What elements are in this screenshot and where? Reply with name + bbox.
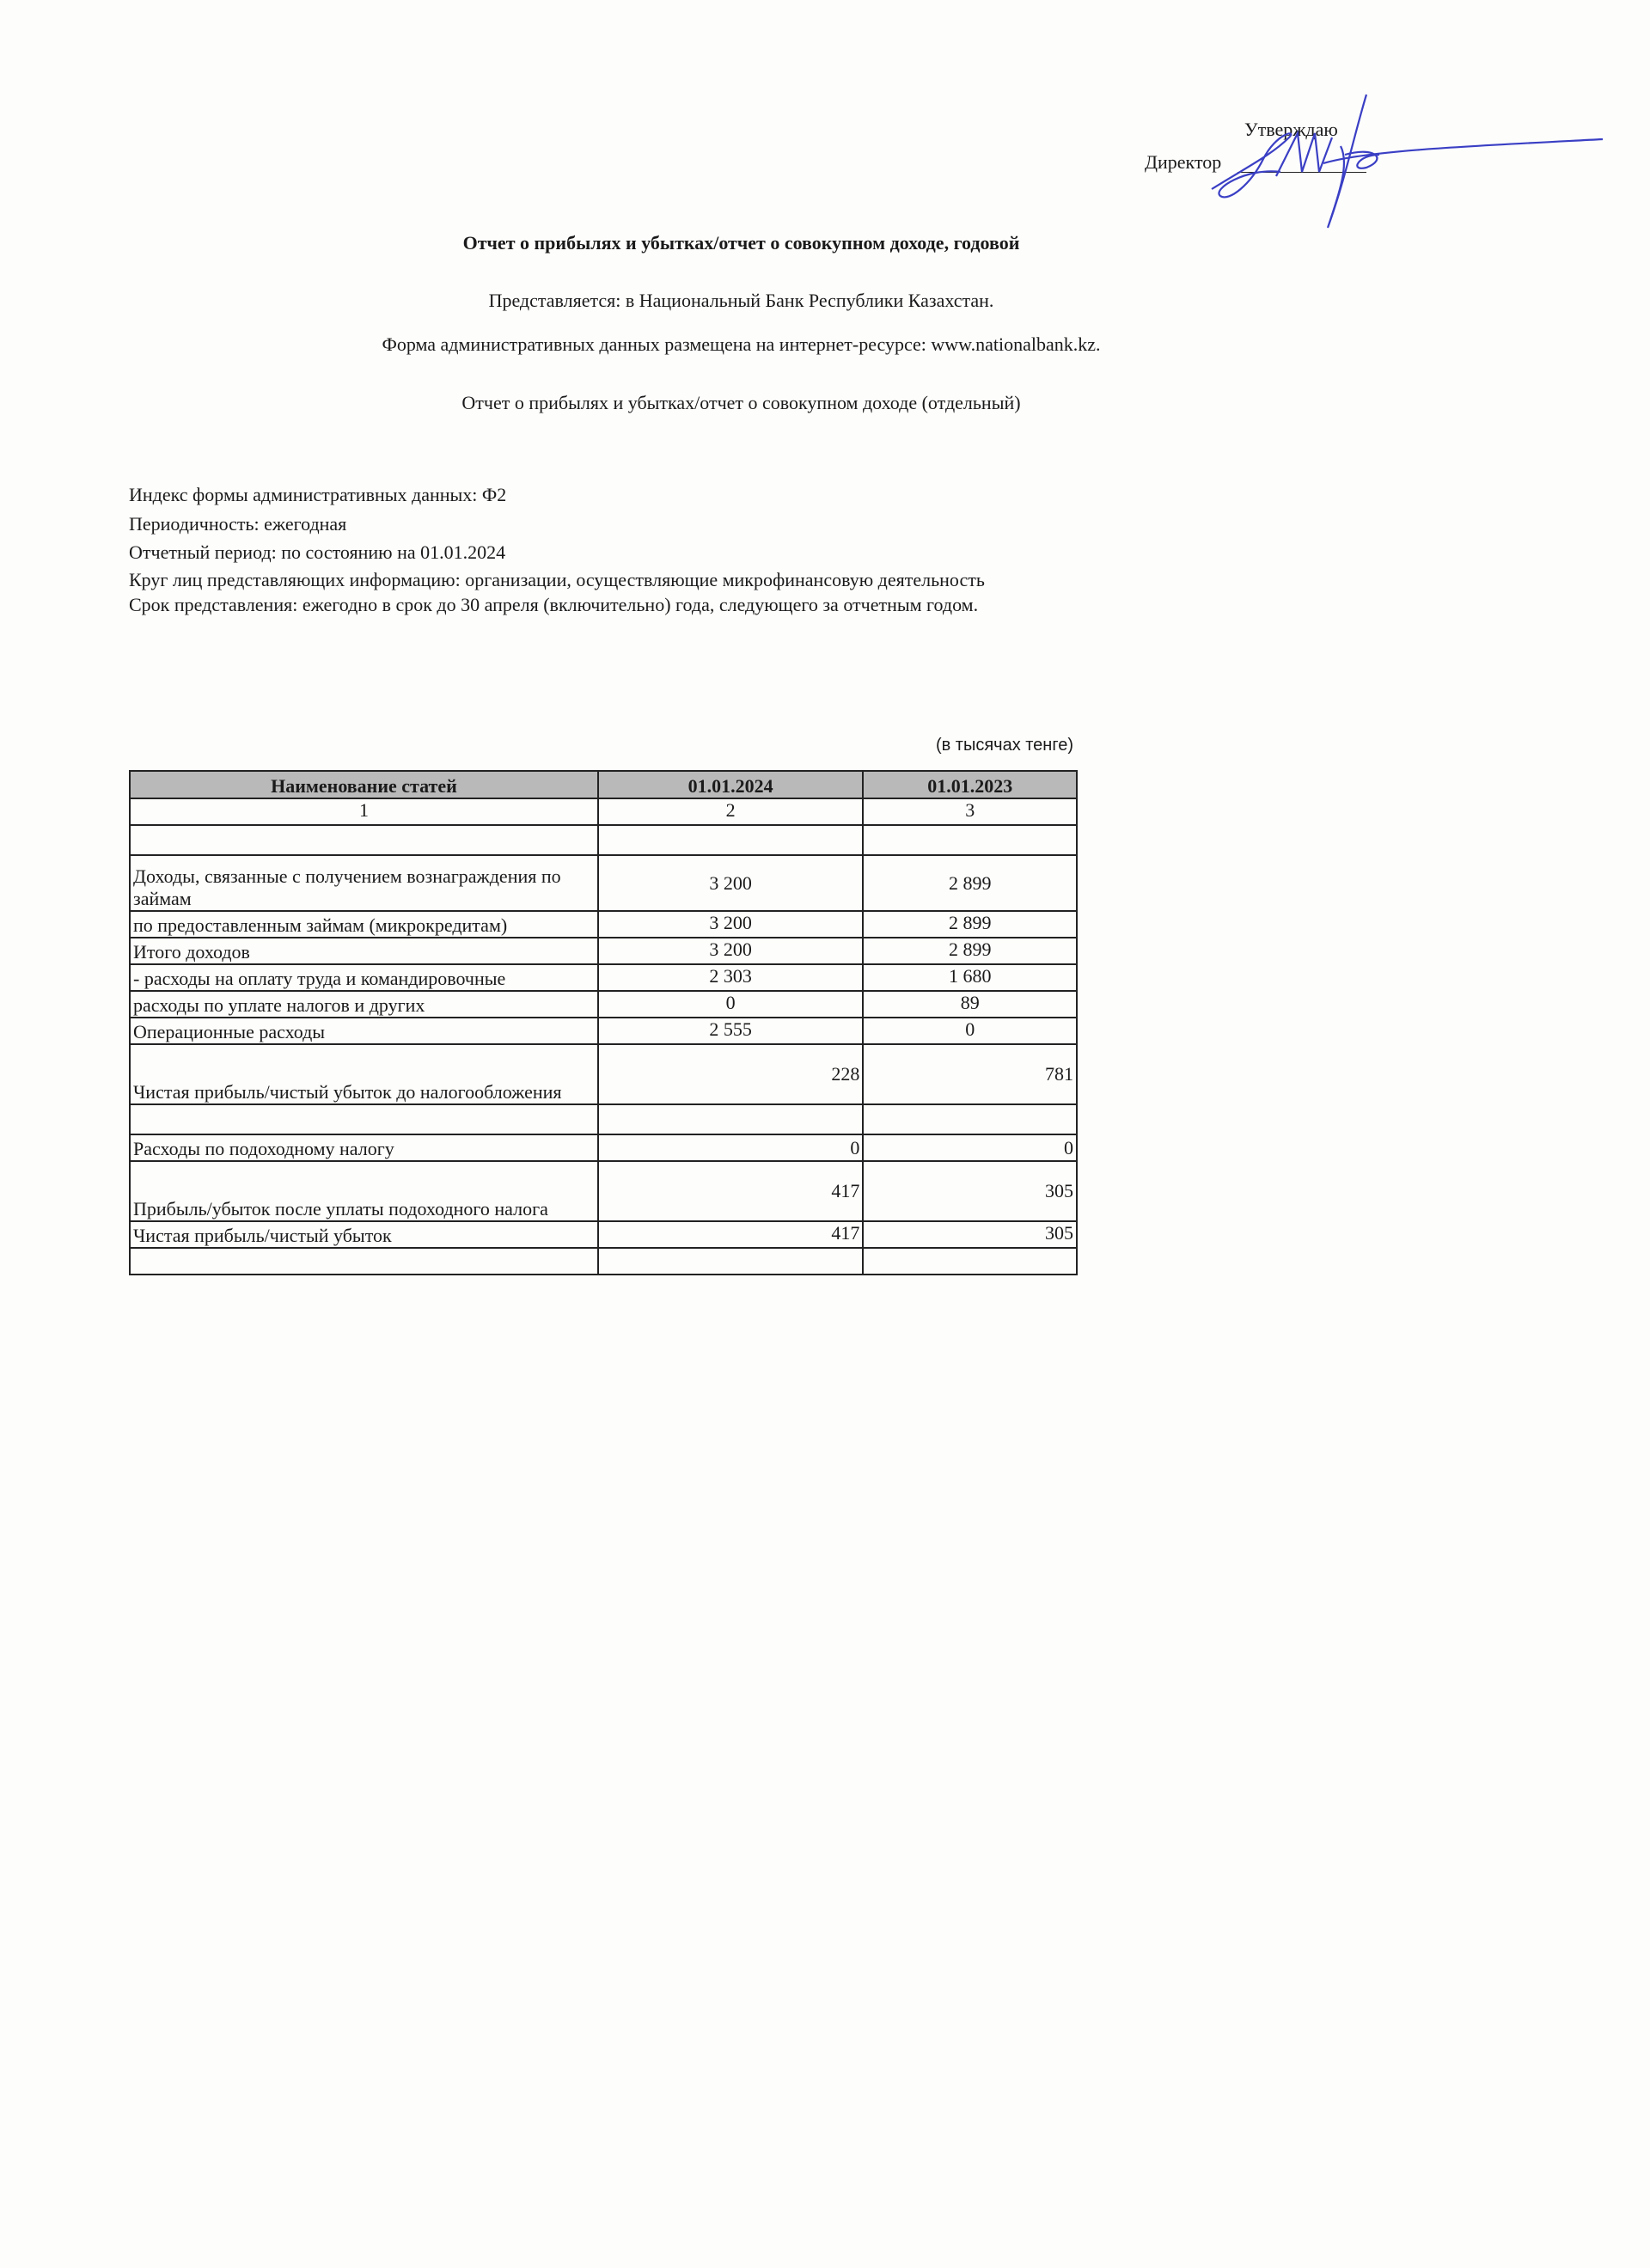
table-row — [130, 964, 1077, 991]
value-2024: 417 — [598, 1221, 863, 1248]
value-2024: 2 303 — [598, 964, 863, 991]
table-row — [130, 1161, 1077, 1221]
value-2024 — [598, 1104, 863, 1134]
row-label: Операционные расходы — [130, 1018, 598, 1044]
report-subtitle: Отчет о прибылях и убытках/отчет о совокупном доходе (отдельный) — [461, 392, 1021, 413]
table-row — [130, 1104, 1077, 1134]
row-label: Чистая прибыль/чистый убыток до налогообложения — [133, 1081, 562, 1103]
income-statement-table — [129, 770, 1078, 1275]
value-2023: 89 — [863, 991, 1077, 1018]
value-2023: 2 899 — [863, 938, 1077, 964]
value-2024: 3 200 — [598, 855, 863, 911]
value-2023: 305 — [863, 1221, 1077, 1248]
value-2023: 2 899 — [863, 855, 1077, 911]
table-header-row — [130, 771, 1077, 798]
director-label: Директор — [1145, 151, 1222, 173]
submitted-to: Представляется: в Национальный Банк Республики Казахстан. — [488, 290, 994, 311]
col-num: 1 — [130, 798, 598, 825]
form-location: Форма административных данных размещена на интернет-ресурсе: www.nationalbank.kz. — [382, 333, 1101, 355]
value-2023: 0 — [863, 1134, 1077, 1161]
row-label: Расходы по подоходному налогу — [130, 1134, 598, 1161]
row-label: расходы по уплате налогов и других — [130, 991, 598, 1018]
table-row — [130, 911, 1077, 938]
table-row — [130, 1018, 1077, 1044]
periodicity: Периодичность: ежегодная — [129, 513, 347, 535]
value-2024: 228 — [598, 1044, 863, 1104]
row-label: - расходы на оплату труда и командировочные — [130, 964, 598, 991]
value-2024: 3 200 — [598, 938, 863, 964]
value-2023: 781 — [863, 1044, 1077, 1104]
submission-deadline: Срок представления: ежегодно в срок до 30 апреля (включительно) года, следующего за отчетным годом. — [129, 594, 979, 615]
form-index: Индекс формы административных данных: Ф2 — [129, 484, 507, 505]
row-label — [130, 1248, 598, 1275]
signature-image — [1195, 86, 1607, 241]
approval-label: Утверждаю — [1244, 119, 1338, 140]
header-2024: 01.01.2024 — [598, 771, 863, 798]
units-note: (в тысячах тенге) — [935, 736, 1073, 755]
table-row — [130, 825, 1077, 855]
value-2024 — [598, 825, 863, 855]
document-title: Отчет о прибылях и убытках/отчет о совокупном доходе, годовой — [462, 232, 1020, 254]
value-2024: 417 — [598, 1161, 863, 1221]
value-2023 — [863, 1248, 1077, 1275]
value-2024: 3 200 — [598, 911, 863, 938]
value-2024 — [598, 1248, 863, 1275]
value-2024: 2 555 — [598, 1018, 863, 1044]
row-label: Итого доходов — [130, 938, 598, 964]
value-2023: 305 — [863, 1161, 1077, 1221]
value-2023 — [863, 825, 1077, 855]
value-2023: 2 899 — [863, 911, 1077, 938]
col-num: 2 — [598, 798, 863, 825]
row-label: Доходы, связанные с получением вознаграждения по займам — [133, 865, 561, 909]
value-2024: 0 — [598, 1134, 863, 1161]
reporting-entities: Круг лиц представляющих информацию: организации, осуществляющие микрофинансовую деятельность — [129, 569, 985, 590]
table-row — [130, 1044, 1077, 1104]
table-row — [130, 938, 1077, 964]
table-row — [130, 991, 1077, 1018]
header-item-name: Наименование статей — [130, 771, 598, 798]
header-2023: 01.01.2023 — [863, 771, 1077, 798]
reporting-period: Отчетный период: по состоянию на 01.01.2024 — [129, 541, 506, 563]
row-label — [130, 1104, 598, 1134]
column-number-row — [130, 798, 1077, 825]
value-2023 — [863, 1104, 1077, 1134]
row-label — [130, 825, 598, 855]
table-row — [130, 855, 1077, 911]
value-2023: 1 680 — [863, 964, 1077, 991]
value-2023: 0 — [863, 1018, 1077, 1044]
row-label: Прибыль/убыток после уплаты подоходного налога — [133, 1198, 548, 1220]
table-row — [130, 1221, 1077, 1248]
value-2024: 0 — [598, 991, 863, 1018]
row-label: Чистая прибыль/чистый убыток — [130, 1221, 598, 1248]
table-row — [130, 1134, 1077, 1161]
table-row — [130, 1248, 1077, 1275]
col-num: 3 — [863, 798, 1077, 825]
row-label: по предоставленным займам (микрокредитам) — [130, 911, 598, 938]
